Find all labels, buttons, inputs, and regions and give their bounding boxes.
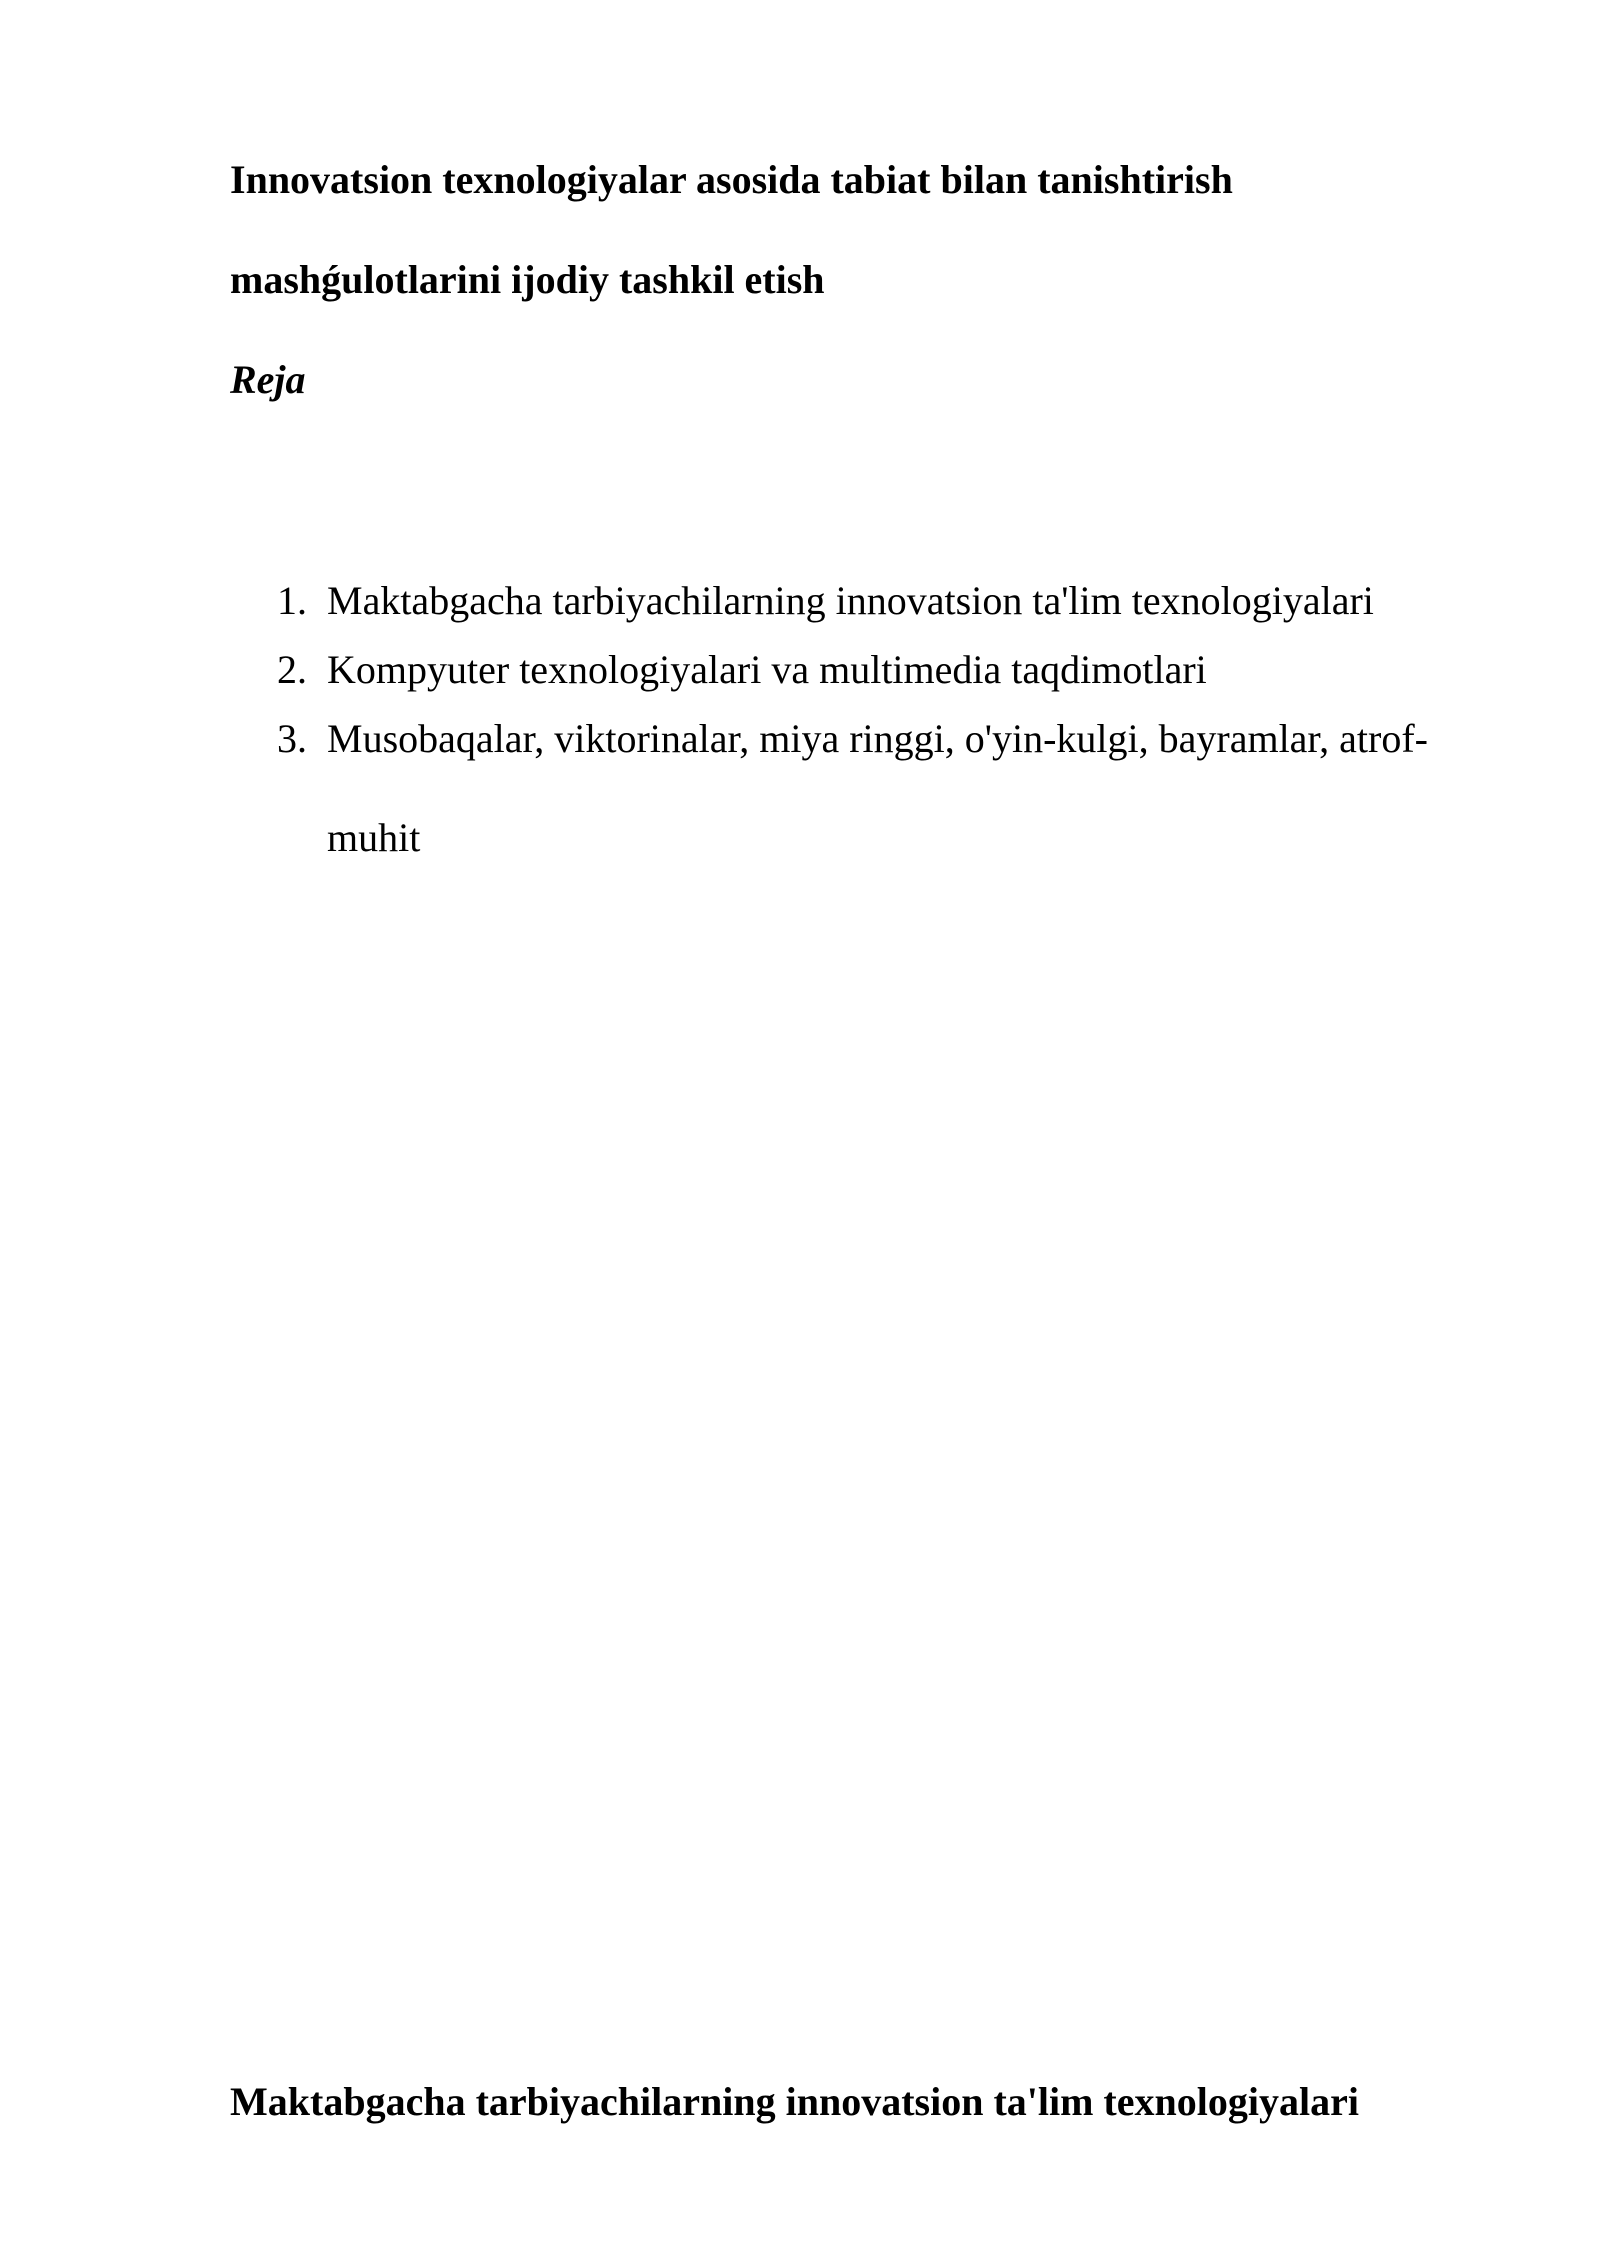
plan-item-number: 1. bbox=[277, 578, 307, 623]
plan-list bbox=[230, 551, 1490, 887]
plan-item-number: 2. bbox=[277, 647, 307, 692]
plan-item-text: Maktabgacha tarbiyachilarning innovatsion ta'lim texnologiyalari bbox=[327, 578, 1374, 623]
plan-item-text: Musobaqalar, viktorinalar, miya ringgi, o'yin-kulgi, bayramlar, atrof-muhit bbox=[327, 716, 1428, 860]
plan-heading: Reja bbox=[230, 357, 306, 402]
plan-item-number: 3. bbox=[277, 716, 307, 761]
plan-item bbox=[230, 689, 1490, 887]
document-title-line-1: Innovatsion texnologiyalar asosida tabiat bilan tanishtirish bbox=[230, 157, 1233, 202]
document-title-line-2: mashǵulotlarini ijodiy tashkil etish bbox=[230, 257, 825, 302]
section-heading: Maktabgacha tarbiyachilarning innovatsion ta'lim texnologiyalari bbox=[230, 2079, 1359, 2124]
plan-item-text: Kompyuter texnologiyalari va multimedia taqdimotlari bbox=[327, 647, 1207, 692]
